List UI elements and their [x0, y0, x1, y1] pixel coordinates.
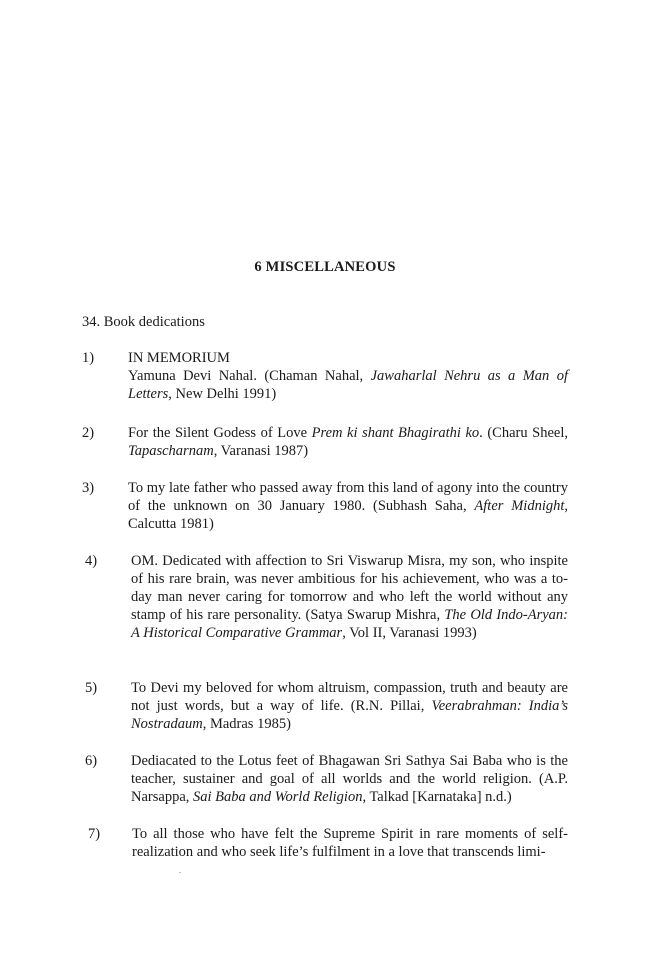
entry-text-part: , Madras 1985) — [202, 716, 291, 732]
entry-title-italic: After Midnight — [474, 498, 565, 514]
entry-text — [131, 679, 568, 733]
entry-text-part: To all those who have felt the Supreme Spirit in rare moments of self-realization and who seek life’s fulfilment in a love that transcends limi- — [132, 826, 568, 860]
entry-title-italic: Jawaharlal Nehru as a Man of Letters — [128, 368, 568, 402]
entry-text — [131, 552, 568, 642]
entry-title-italic: Prem ki shant Bhagirathi ko — [311, 425, 480, 441]
entry-text-part: To my late father who passed away from this land of agony into the country of the unknown on 30 January 1980. (Subhash Saha, — [128, 480, 568, 514]
entry-text-part: To Devi my beloved for whom altruism, compassion, truth and beauty are not just words, but a way of life. (R.N. Pillai, — [131, 680, 568, 714]
entry-text-part: , Calcutta 1981) — [128, 498, 568, 532]
dedication-entry-4 — [82, 552, 568, 642]
entry-number: 1) — [82, 350, 95, 366]
entry-text-part: Dediacated to the Lotus feet of Bhagawan Sri Sathya Sai Baba who is the teacher, sustainer and goal of all worlds and the world religion. (A.P. Narsappa, — [131, 753, 568, 805]
dedication-entry-1 — [82, 349, 568, 403]
entry-text-part: , New Delhi 1991) — [168, 386, 277, 402]
entry-text — [131, 752, 568, 806]
entry-text — [128, 479, 568, 533]
entry-text-part: , Vol II, Varanasi 1993) — [342, 625, 477, 641]
entry-text-part: OM. Dedicated with affection to Sri Viswarup Misra, my son, who inspite of his rare brain, was never ambitious for his achievement, who was a to-day man never caring for tomorrow and who left the world without any stamp of his rare personality. (Satya Swarup Mishra, — [131, 553, 568, 623]
dedication-entry-3 — [82, 479, 568, 533]
entry-text-part: Yamuna Devi Nahal. (Chaman Nahal, — [128, 368, 371, 384]
entry-text — [128, 349, 568, 403]
entry-number: 7) — [88, 826, 101, 842]
entry-number: 4) — [85, 553, 98, 569]
chapter-title: 6 MISCELLANEOUS — [254, 259, 396, 275]
entry-title-italic: Sai Baba and World Religion — [193, 789, 363, 805]
entry-number: 2) — [82, 425, 95, 441]
entry-text-part: . (Charu Sheel, — [479, 425, 569, 441]
entry-text — [128, 424, 568, 460]
entry-heading: IN MEMORIUM — [128, 350, 230, 366]
entry-text-part: , Talkad [Karnataka] n.d.) — [362, 789, 512, 805]
entry-number: 5) — [85, 680, 98, 696]
entry-text-part: For the Silent Godess of Love — [128, 425, 312, 441]
entry-number: 3) — [82, 480, 95, 496]
dedication-entry-5 — [82, 679, 568, 733]
entry-title-italic: The Old Indo-Aryan: A Historical Comparative Grammar — [131, 607, 568, 641]
scan-speck — [179, 872, 181, 873]
dedication-entry-7 — [82, 825, 568, 861]
section-heading: 34. Book dedications — [82, 314, 205, 330]
entry-text-part: , Varanasi 1987) — [213, 443, 309, 459]
dedication-entry-2 — [82, 424, 568, 460]
entry-text — [132, 825, 568, 861]
entry-title-italic: Veerabrahman: India’s Nostradaum — [131, 698, 568, 732]
entry-title-italic: Tapascharnam — [128, 443, 214, 459]
dedication-entry-6 — [82, 752, 568, 806]
entry-number: 6) — [85, 753, 98, 769]
